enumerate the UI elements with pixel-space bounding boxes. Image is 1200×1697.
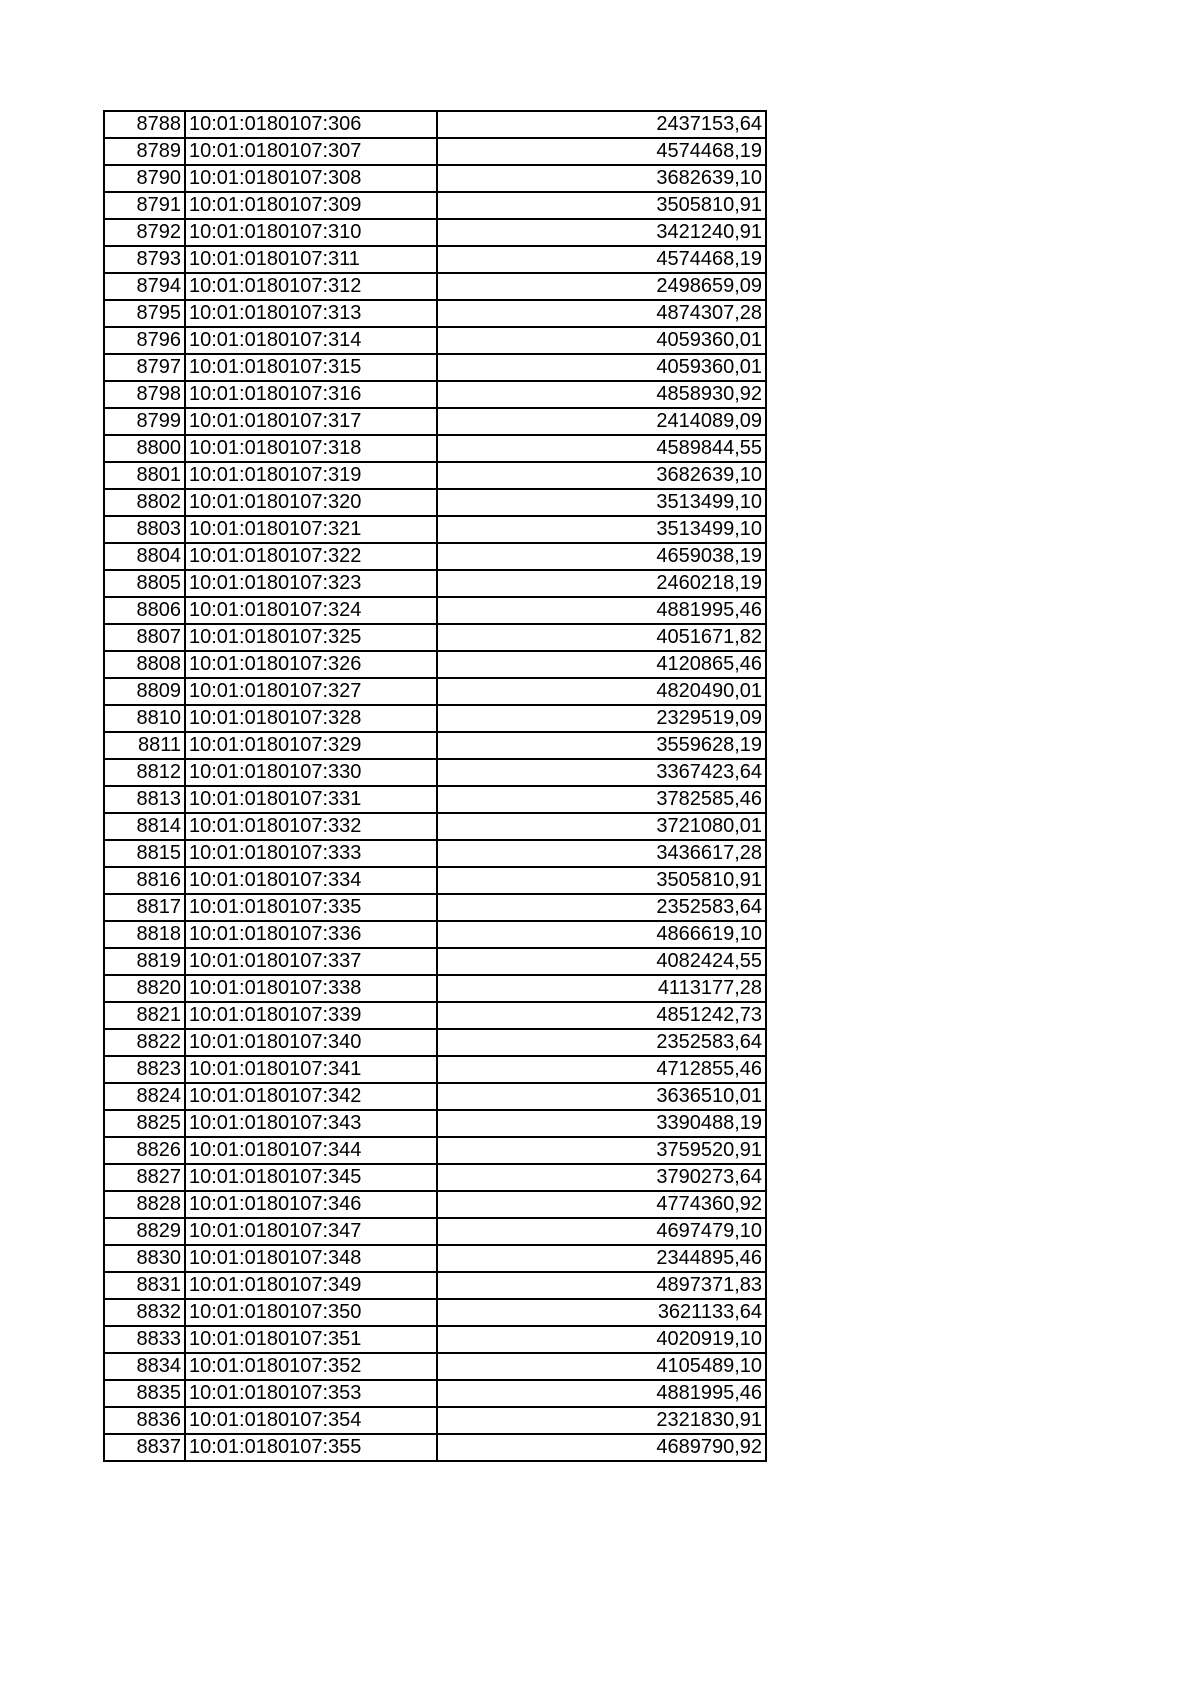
table-row: [104, 381, 766, 408]
table-row: [104, 786, 766, 813]
cadastral-number-cell: 10:01:0180107:321: [185, 516, 437, 543]
value-cell: 2498659,09: [437, 273, 766, 300]
row-number-cell: 8788: [104, 111, 185, 138]
cadastral-number-cell: 10:01:0180107:330: [185, 759, 437, 786]
row-number-cell: 8798: [104, 381, 185, 408]
cadastral-number-cell: 10:01:0180107:316: [185, 381, 437, 408]
cadastral-number-cell: 10:01:0180107:315: [185, 354, 437, 381]
table-row: [104, 1110, 766, 1137]
cadastral-number-cell: 10:01:0180107:335: [185, 894, 437, 921]
row-number-cell: 8826: [104, 1137, 185, 1164]
table-row: [104, 1407, 766, 1434]
row-number-cell: 8804: [104, 543, 185, 570]
row-number-cell: 8801: [104, 462, 185, 489]
cadastral-number-cell: 10:01:0180107:329: [185, 732, 437, 759]
table-row: [104, 813, 766, 840]
table-row: [104, 111, 766, 138]
value-cell: 2321830,91: [437, 1407, 766, 1434]
row-number-cell: 8796: [104, 327, 185, 354]
row-number-cell: 8813: [104, 786, 185, 813]
table-row: [104, 1137, 766, 1164]
value-cell: 4689790,92: [437, 1434, 766, 1461]
value-cell: 4020919,10: [437, 1326, 766, 1353]
table-row: [104, 1191, 766, 1218]
row-number-cell: 8820: [104, 975, 185, 1002]
value-cell: 4881995,46: [437, 1380, 766, 1407]
value-cell: 3436617,28: [437, 840, 766, 867]
value-cell: 3505810,91: [437, 192, 766, 219]
data-table: [103, 110, 767, 1462]
row-number-cell: 8824: [104, 1083, 185, 1110]
table-row: [104, 867, 766, 894]
value-cell: 4820490,01: [437, 678, 766, 705]
row-number-cell: 8791: [104, 192, 185, 219]
row-number-cell: 8836: [104, 1407, 185, 1434]
table-row: [104, 570, 766, 597]
table-row: [104, 354, 766, 381]
table-row: [104, 894, 766, 921]
value-cell: 3782585,46: [437, 786, 766, 813]
table-row: [104, 840, 766, 867]
row-number-cell: 8811: [104, 732, 185, 759]
table-body: [104, 111, 766, 1461]
value-cell: 4697479,10: [437, 1218, 766, 1245]
table-row: [104, 219, 766, 246]
value-cell: 4851242,73: [437, 1002, 766, 1029]
value-cell: 4059360,01: [437, 327, 766, 354]
table-row: [104, 462, 766, 489]
cadastral-number-cell: 10:01:0180107:310: [185, 219, 437, 246]
row-number-cell: 8815: [104, 840, 185, 867]
table-row: [104, 246, 766, 273]
row-number-cell: 8818: [104, 921, 185, 948]
row-number-cell: 8832: [104, 1299, 185, 1326]
value-cell: 4051671,82: [437, 624, 766, 651]
table-row: [104, 543, 766, 570]
cadastral-number-cell: 10:01:0180107:352: [185, 1353, 437, 1380]
table-row: [104, 1353, 766, 1380]
row-number-cell: 8816: [104, 867, 185, 894]
cadastral-number-cell: 10:01:0180107:325: [185, 624, 437, 651]
table-row: [104, 1380, 766, 1407]
row-number-cell: 8790: [104, 165, 185, 192]
cadastral-number-cell: 10:01:0180107:343: [185, 1110, 437, 1137]
value-cell: 2460218,19: [437, 570, 766, 597]
row-number-cell: 8806: [104, 597, 185, 624]
table-row: [104, 678, 766, 705]
cadastral-number-cell: 10:01:0180107:319: [185, 462, 437, 489]
table-row: [104, 705, 766, 732]
value-cell: 2414089,09: [437, 408, 766, 435]
cadastral-number-cell: 10:01:0180107:308: [185, 165, 437, 192]
table-row: [104, 408, 766, 435]
value-cell: 3790273,64: [437, 1164, 766, 1191]
table-row: [104, 948, 766, 975]
cadastral-number-cell: 10:01:0180107:332: [185, 813, 437, 840]
value-cell: 3367423,64: [437, 759, 766, 786]
cadastral-number-cell: 10:01:0180107:327: [185, 678, 437, 705]
row-number-cell: 8829: [104, 1218, 185, 1245]
row-number-cell: 8809: [104, 678, 185, 705]
row-number-cell: 8831: [104, 1272, 185, 1299]
row-number-cell: 8819: [104, 948, 185, 975]
cadastral-number-cell: 10:01:0180107:311: [185, 246, 437, 273]
table-row: [104, 1434, 766, 1461]
value-cell: 3421240,91: [437, 219, 766, 246]
value-cell: 4574468,19: [437, 246, 766, 273]
table-row: [104, 759, 766, 786]
row-number-cell: 8823: [104, 1056, 185, 1083]
row-number-cell: 8835: [104, 1380, 185, 1407]
table-row: [104, 1245, 766, 1272]
table-row: [104, 921, 766, 948]
table-row: [104, 651, 766, 678]
row-number-cell: 8792: [104, 219, 185, 246]
value-cell: 4120865,46: [437, 651, 766, 678]
value-cell: 4082424,55: [437, 948, 766, 975]
cadastral-number-cell: 10:01:0180107:328: [185, 705, 437, 732]
value-cell: 4659038,19: [437, 543, 766, 570]
cadastral-number-cell: 10:01:0180107:354: [185, 1407, 437, 1434]
value-cell: 4874307,28: [437, 300, 766, 327]
value-cell: 4881995,46: [437, 597, 766, 624]
value-cell: 4774360,92: [437, 1191, 766, 1218]
value-cell: 4105489,10: [437, 1353, 766, 1380]
row-number-cell: 8794: [104, 273, 185, 300]
cadastral-number-cell: 10:01:0180107:334: [185, 867, 437, 894]
value-cell: 4866619,10: [437, 921, 766, 948]
cadastral-number-cell: 10:01:0180107:351: [185, 1326, 437, 1353]
value-cell: 3505810,91: [437, 867, 766, 894]
cadastral-number-cell: 10:01:0180107:333: [185, 840, 437, 867]
row-number-cell: 8828: [104, 1191, 185, 1218]
row-number-cell: 8827: [104, 1164, 185, 1191]
value-cell: 3682639,10: [437, 165, 766, 192]
value-cell: 2352583,64: [437, 1029, 766, 1056]
row-number-cell: 8810: [104, 705, 185, 732]
row-number-cell: 8825: [104, 1110, 185, 1137]
value-cell: 2352583,64: [437, 894, 766, 921]
row-number-cell: 8805: [104, 570, 185, 597]
table-row: [104, 1272, 766, 1299]
row-number-cell: 8814: [104, 813, 185, 840]
row-number-cell: 8797: [104, 354, 185, 381]
table-row: [104, 192, 766, 219]
row-number-cell: 8812: [104, 759, 185, 786]
value-cell: 3759520,91: [437, 1137, 766, 1164]
value-cell: 4059360,01: [437, 354, 766, 381]
table-row: [104, 1326, 766, 1353]
row-number-cell: 8822: [104, 1029, 185, 1056]
table-row: [104, 597, 766, 624]
cadastral-number-cell: 10:01:0180107:341: [185, 1056, 437, 1083]
cadastral-number-cell: 10:01:0180107:347: [185, 1218, 437, 1245]
value-cell: 3559628,19: [437, 732, 766, 759]
row-number-cell: 8817: [104, 894, 185, 921]
value-cell: 3682639,10: [437, 462, 766, 489]
value-cell: 4712855,46: [437, 1056, 766, 1083]
value-cell: 4574468,19: [437, 138, 766, 165]
cadastral-number-cell: 10:01:0180107:307: [185, 138, 437, 165]
value-cell: 3513499,10: [437, 489, 766, 516]
cadastral-number-cell: 10:01:0180107:339: [185, 1002, 437, 1029]
cadastral-number-cell: 10:01:0180107:313: [185, 300, 437, 327]
cadastral-number-cell: 10:01:0180107:346: [185, 1191, 437, 1218]
cadastral-number-cell: 10:01:0180107:331: [185, 786, 437, 813]
table-row: [104, 327, 766, 354]
value-cell: 2344895,46: [437, 1245, 766, 1272]
row-number-cell: 8795: [104, 300, 185, 327]
row-number-cell: 8830: [104, 1245, 185, 1272]
row-number-cell: 8821: [104, 1002, 185, 1029]
cadastral-number-cell: 10:01:0180107:309: [185, 192, 437, 219]
cadastral-number-cell: 10:01:0180107:340: [185, 1029, 437, 1056]
cadastral-number-cell: 10:01:0180107:344: [185, 1137, 437, 1164]
value-cell: 3390488,19: [437, 1110, 766, 1137]
table-row: [104, 1002, 766, 1029]
value-cell: 3513499,10: [437, 516, 766, 543]
value-cell: 4858930,92: [437, 381, 766, 408]
table-row: [104, 1218, 766, 1245]
value-cell: 4897371,83: [437, 1272, 766, 1299]
cadastral-number-cell: 10:01:0180107:338: [185, 975, 437, 1002]
cadastral-number-cell: 10:01:0180107:312: [185, 273, 437, 300]
cadastral-number-cell: 10:01:0180107:322: [185, 543, 437, 570]
row-number-cell: 8807: [104, 624, 185, 651]
cadastral-number-cell: 10:01:0180107:306: [185, 111, 437, 138]
value-cell: 3721080,01: [437, 813, 766, 840]
row-number-cell: 8789: [104, 138, 185, 165]
table-row: [104, 300, 766, 327]
cadastral-number-cell: 10:01:0180107:326: [185, 651, 437, 678]
table-row: [104, 273, 766, 300]
table-row: [104, 1029, 766, 1056]
row-number-cell: 8800: [104, 435, 185, 462]
value-cell: 2437153,64: [437, 111, 766, 138]
cadastral-number-cell: 10:01:0180107:323: [185, 570, 437, 597]
cadastral-number-cell: 10:01:0180107:355: [185, 1434, 437, 1461]
value-cell: 2329519,09: [437, 705, 766, 732]
value-cell: 4113177,28: [437, 975, 766, 1002]
row-number-cell: 8833: [104, 1326, 185, 1353]
cadastral-number-cell: 10:01:0180107:353: [185, 1380, 437, 1407]
cadastral-number-cell: 10:01:0180107:317: [185, 408, 437, 435]
row-number-cell: 8808: [104, 651, 185, 678]
cadastral-number-cell: 10:01:0180107:318: [185, 435, 437, 462]
table-row: [104, 1299, 766, 1326]
value-cell: 4589844,55: [437, 435, 766, 462]
cadastral-number-cell: 10:01:0180107:314: [185, 327, 437, 354]
row-number-cell: 8803: [104, 516, 185, 543]
value-cell: 3621133,64: [437, 1299, 766, 1326]
cadastral-number-cell: 10:01:0180107:342: [185, 1083, 437, 1110]
cadastral-number-cell: 10:01:0180107:324: [185, 597, 437, 624]
row-number-cell: 8837: [104, 1434, 185, 1461]
value-cell: 3636510,01: [437, 1083, 766, 1110]
cadastral-number-cell: 10:01:0180107:337: [185, 948, 437, 975]
table-row: [104, 435, 766, 462]
table-row: [104, 975, 766, 1002]
table-row: [104, 138, 766, 165]
table-row: [104, 1164, 766, 1191]
row-number-cell: 8834: [104, 1353, 185, 1380]
table-row: [104, 489, 766, 516]
cadastral-number-cell: 10:01:0180107:345: [185, 1164, 437, 1191]
cadastral-number-cell: 10:01:0180107:349: [185, 1272, 437, 1299]
table-row: [104, 624, 766, 651]
table-row: [104, 732, 766, 759]
table-row: [104, 1056, 766, 1083]
row-number-cell: 8799: [104, 408, 185, 435]
row-number-cell: 8793: [104, 246, 185, 273]
row-number-cell: 8802: [104, 489, 185, 516]
cadastral-number-cell: 10:01:0180107:336: [185, 921, 437, 948]
cadastral-number-cell: 10:01:0180107:348: [185, 1245, 437, 1272]
cadastral-number-cell: 10:01:0180107:320: [185, 489, 437, 516]
table-row: [104, 516, 766, 543]
cadastral-number-cell: 10:01:0180107:350: [185, 1299, 437, 1326]
table-row: [104, 165, 766, 192]
table-row: [104, 1083, 766, 1110]
